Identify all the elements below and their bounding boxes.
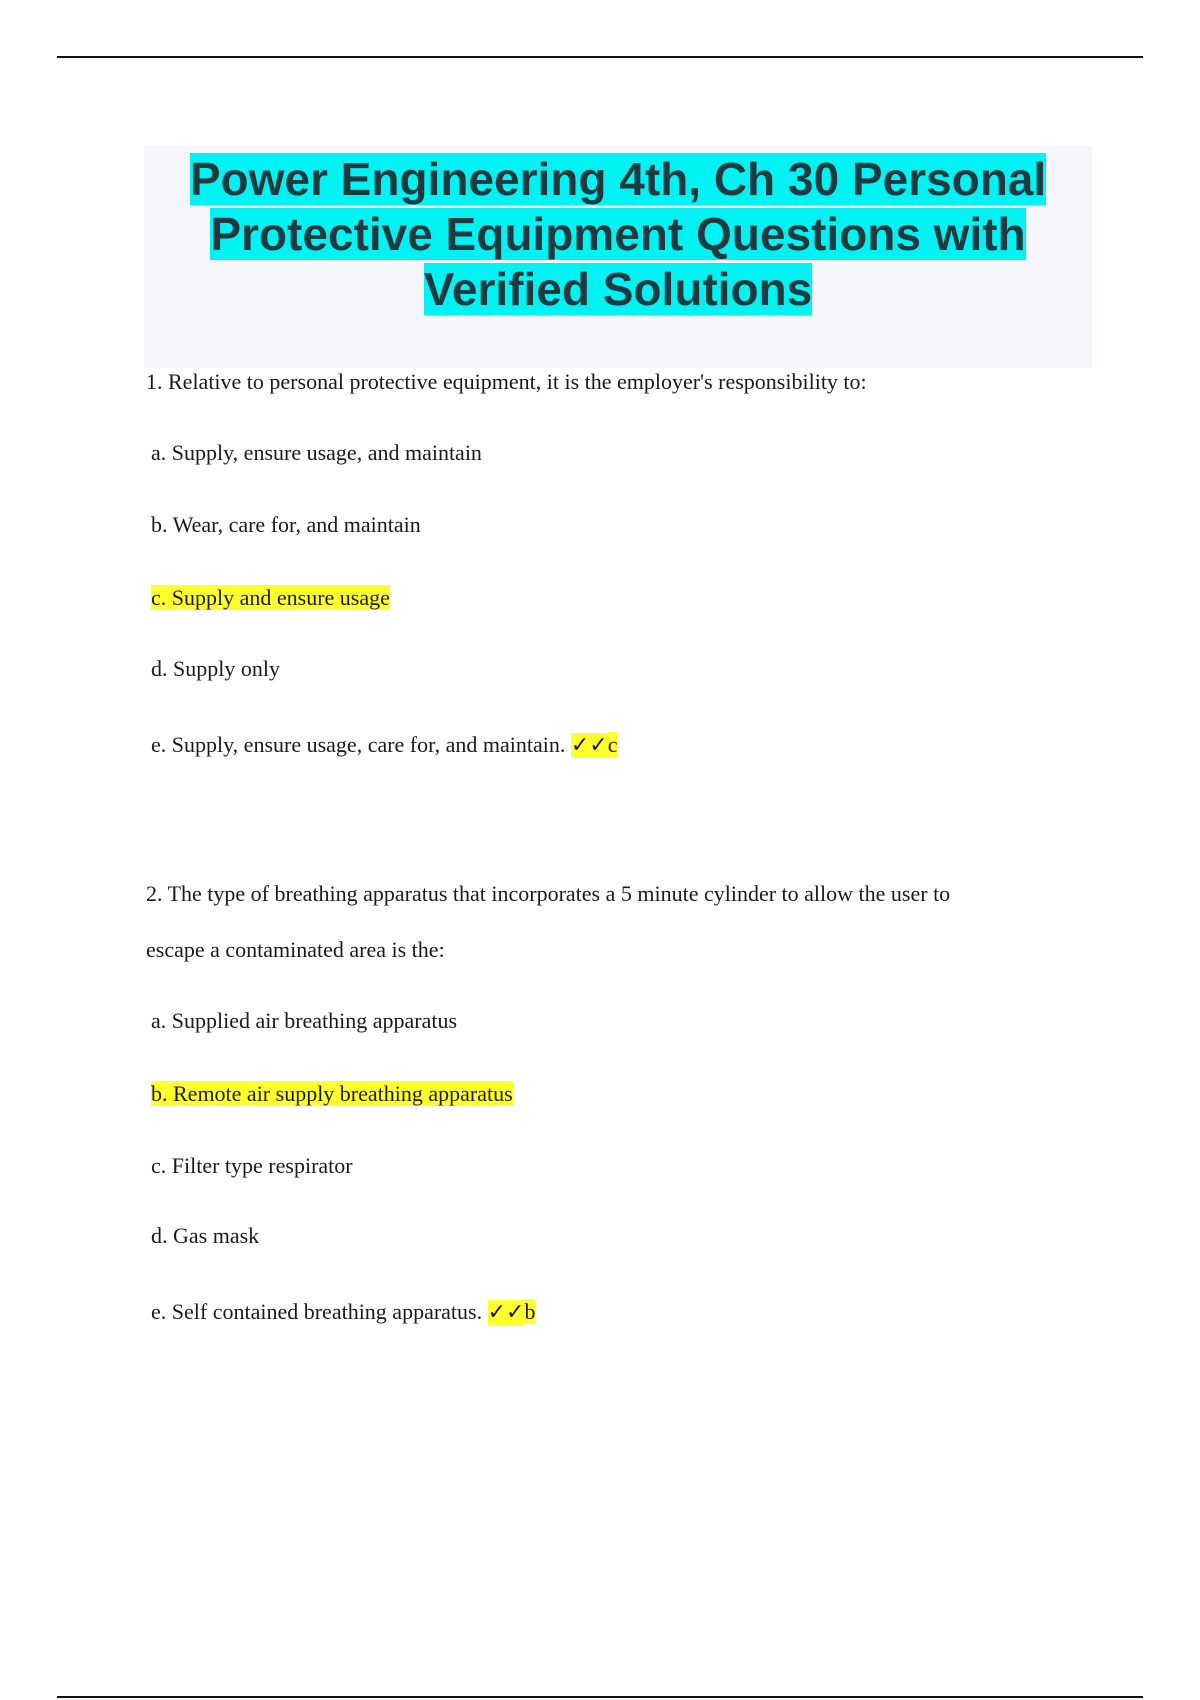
page-title bbox=[144, 146, 1092, 317]
question-1-option-b: b. Wear, care for, and maintain bbox=[151, 512, 421, 537]
option-e-text: e. Self contained breathing apparatus. bbox=[151, 1299, 483, 1324]
bottom-rule bbox=[57, 1696, 1143, 1698]
checkmark-icon: ✓✓ bbox=[487, 1300, 525, 1325]
question-1-option-c bbox=[151, 584, 390, 612]
question-2-option-e bbox=[151, 1298, 535, 1327]
answer-key-letter: c bbox=[607, 732, 618, 757]
question-1-option-a: a. Supply, ensure usage, and maintain bbox=[151, 440, 482, 465]
checkmark-icon: ✓✓ bbox=[570, 733, 608, 758]
question-2-option-c: c. Filter type respirator bbox=[151, 1153, 353, 1178]
question-1-text: 1. Relative to personal protective equipment, it is the employer's responsibility to: bbox=[146, 369, 867, 394]
highlighted-answer: c. Supply and ensure usage bbox=[151, 585, 390, 610]
question-2-text-line-1: 2. The type of breathing apparatus that incorporates a 5 minute cylinder to allow the user to bbox=[146, 881, 951, 906]
title-line-1: Power Engineering 4th, Ch 30 Personal bbox=[189, 153, 1047, 205]
top-rule bbox=[57, 56, 1143, 58]
option-e-text: e. Supply, ensure usage, care for, and maintain. bbox=[151, 732, 566, 757]
highlighted-answer: b. Remote air supply breathing apparatus bbox=[151, 1081, 513, 1106]
question-2-option-a: a. Supplied air breathing apparatus bbox=[151, 1008, 458, 1033]
question-1-option-e bbox=[151, 731, 617, 760]
answer-key-letter: b bbox=[524, 1299, 536, 1324]
question-2-text-line-2: escape a contaminated area is the: bbox=[146, 937, 445, 962]
question-1-option-d: d. Supply only bbox=[151, 656, 280, 681]
question-2-option-b bbox=[151, 1080, 513, 1108]
title-banner bbox=[144, 146, 1092, 368]
question-2-option-d: d. Gas mask bbox=[151, 1223, 260, 1248]
title-line-2: Protective Equipment Questions with bbox=[210, 208, 1026, 260]
title-line-3: Verified Solutions bbox=[423, 263, 813, 315]
